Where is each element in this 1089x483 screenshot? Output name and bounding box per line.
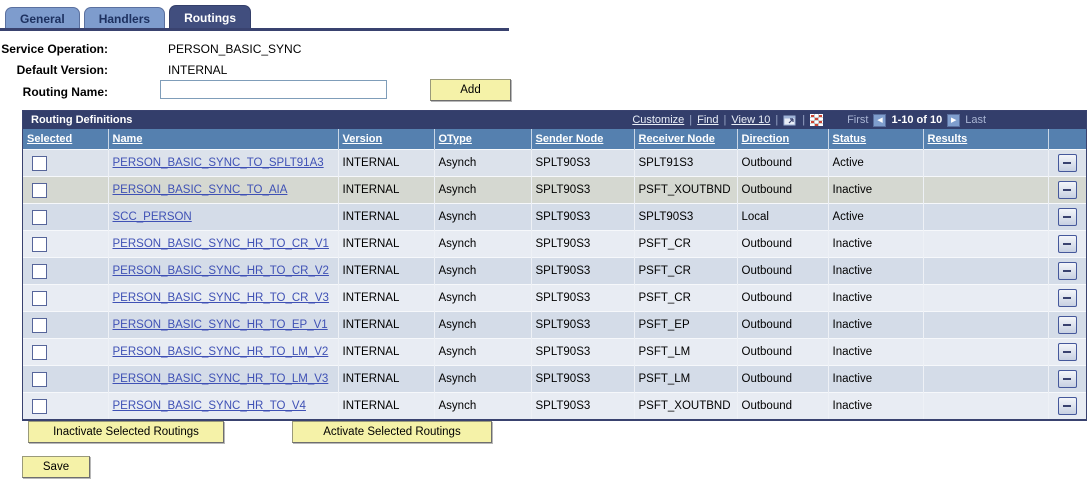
row-select-checkbox[interactable]: [32, 237, 47, 252]
delete-row-button[interactable]: [1058, 235, 1077, 253]
tab-underline: [0, 28, 509, 31]
table-row: [23, 339, 1086, 366]
toolbar-separator: |: [723, 114, 727, 126]
name-cell: [108, 339, 338, 366]
col-receiver-node: [634, 129, 737, 150]
results-cell: [923, 312, 1048, 339]
selected-cell: [23, 204, 108, 231]
find-link[interactable]: Find: [697, 114, 719, 126]
version-cell: INTERNAL: [338, 204, 434, 231]
delete-cell: [1048, 150, 1086, 177]
col-results-sort[interactable]: Results: [927, 133, 968, 145]
name-cell: [108, 204, 338, 231]
results-cell: [923, 366, 1048, 393]
tab-general[interactable]: General: [5, 7, 80, 30]
col-selected: [23, 129, 108, 150]
delete-cell: [1048, 366, 1086, 393]
selected-cell: [23, 339, 108, 366]
col-version: [338, 129, 434, 150]
otype-cell: Asynch: [434, 231, 531, 258]
delete-row-button[interactable]: [1058, 289, 1077, 307]
tab-bar: [5, 5, 251, 30]
toolbar-separator: |: [802, 114, 806, 126]
receiver-node-cell: PSFT_XOUTBND: [634, 177, 737, 204]
minus-icon: [1063, 405, 1071, 407]
row-select-checkbox[interactable]: [32, 291, 47, 306]
sender-node-cell: SPLT90S3: [531, 285, 634, 312]
version-cell: INTERNAL: [338, 258, 434, 285]
status-cell: Inactive: [828, 285, 923, 312]
receiver-node-cell: PSFT_EP: [634, 312, 737, 339]
receiver-node-cell: PSFT_CR: [634, 285, 737, 312]
col-selected-sort[interactable]: Selected: [27, 133, 73, 145]
routing-table-body: [23, 150, 1086, 420]
minus-icon: [1063, 216, 1071, 218]
col-version-sort[interactable]: Version: [342, 133, 383, 145]
selected-cell: [23, 258, 108, 285]
status-cell: Active: [828, 204, 923, 231]
status-cell: Inactive: [828, 231, 923, 258]
row-select-checkbox[interactable]: [32, 318, 47, 333]
sender-node-cell: SPLT90S3: [531, 177, 634, 204]
last-label: Last: [965, 114, 986, 126]
delete-cell: [1048, 339, 1086, 366]
minus-icon: [1063, 324, 1071, 326]
direction-cell: Outbound: [737, 150, 828, 177]
table-row: [23, 285, 1086, 312]
name-cell: [108, 312, 338, 339]
delete-cell: [1048, 177, 1086, 204]
otype-cell: Asynch: [434, 177, 531, 204]
grid-toolbar: [632, 114, 986, 127]
col-direction: [737, 129, 828, 150]
service-operation-label: Service Operation:: [1, 42, 108, 56]
minus-icon: [1063, 189, 1071, 191]
direction-cell: Outbound: [737, 393, 828, 420]
results-cell: [923, 393, 1048, 420]
minus-icon: [1063, 378, 1071, 380]
default-version-value: INTERNAL: [168, 63, 228, 77]
sender-node-cell: SPLT90S3: [531, 231, 634, 258]
table-header-row: [23, 129, 1086, 150]
status-cell: Inactive: [828, 177, 923, 204]
row-select-checkbox[interactable]: [32, 345, 47, 360]
selected-cell: [23, 312, 108, 339]
results-cell: [923, 204, 1048, 231]
toolbar-separator: |: [775, 114, 779, 126]
name-cell: [108, 258, 338, 285]
status-cell: Inactive: [828, 339, 923, 366]
otype-cell: Asynch: [434, 204, 531, 231]
new-window-icon[interactable]: [783, 114, 797, 126]
routing-name-link[interactable]: PERSON_BASIC_SYNC_HR_TO_V4: [112, 400, 306, 412]
results-cell: [923, 150, 1048, 177]
delete-row-button[interactable]: [1058, 262, 1077, 280]
selected-cell: [23, 231, 108, 258]
routing-name-label: Routing Name:: [22, 85, 108, 99]
delete-cell: [1048, 285, 1086, 312]
col-receiver-node-sort[interactable]: Receiver Node: [638, 133, 715, 145]
grid-title: Routing Definitions: [31, 114, 133, 126]
default-version-row: [0, 61, 228, 79]
version-cell: INTERNAL: [338, 177, 434, 204]
sender-node-cell: SPLT90S3: [531, 393, 634, 420]
col-otype: [434, 129, 531, 150]
toolbar-separator: |: [689, 114, 693, 126]
direction-cell: Outbound: [737, 177, 828, 204]
routing-name-link[interactable]: SCC_PERSON: [112, 211, 192, 223]
default-version-label: Default Version:: [16, 63, 108, 77]
routing-name-link[interactable]: PERSON_BASIC_SYNC_HR_TO_CR_V2: [112, 265, 329, 277]
minus-icon: [1063, 243, 1071, 245]
table-row: [23, 366, 1086, 393]
tab-routings[interactable]: Routings: [169, 5, 251, 30]
row-range: 1-10 of 10: [891, 114, 943, 126]
row-select-checkbox[interactable]: [32, 372, 47, 387]
direction-cell: Outbound: [737, 312, 828, 339]
routing-name-link[interactable]: PERSON_BASIC_SYNC_HR_TO_EP_V1: [112, 319, 328, 331]
service-operation-value: PERSON_BASIC_SYNC: [168, 42, 302, 56]
col-sender-node-sort[interactable]: Sender Node: [535, 133, 604, 145]
download-grid-icon[interactable]: [810, 114, 823, 126]
receiver-node-cell: PSFT_XOUTBND: [634, 393, 737, 420]
selected-cell: [23, 177, 108, 204]
results-cell: [923, 177, 1048, 204]
version-cell: INTERNAL: [338, 366, 434, 393]
service-operation-row: [0, 40, 302, 58]
sender-node-cell: SPLT90S3: [531, 339, 634, 366]
results-cell: [923, 258, 1048, 285]
direction-cell: Outbound: [737, 258, 828, 285]
view-10-link[interactable]: View 10: [731, 114, 771, 126]
delete-row-button[interactable]: [1058, 370, 1077, 388]
delete-row-button[interactable]: [1058, 397, 1077, 415]
otype-cell: Asynch: [434, 393, 531, 420]
delete-cell: [1048, 312, 1086, 339]
delete-cell: [1048, 204, 1086, 231]
status-cell: Active: [828, 150, 923, 177]
row-select-checkbox[interactable]: [32, 399, 47, 414]
routing-name-link[interactable]: PERSON_BASIC_SYNC_HR_TO_LM_V2: [112, 346, 329, 358]
otype-cell: Asynch: [434, 285, 531, 312]
name-cell: [108, 150, 338, 177]
minus-icon: [1063, 351, 1071, 353]
name-cell: [108, 393, 338, 420]
col-results: [923, 129, 1048, 150]
tab-handlers[interactable]: Handlers: [84, 7, 165, 30]
add-button[interactable]: Add: [430, 79, 511, 101]
col-status-sort[interactable]: Status: [832, 133, 867, 145]
routing-name-link[interactable]: PERSON_BASIC_SYNC_TO_SPLT91A3: [112, 157, 324, 169]
otype-cell: Asynch: [434, 366, 531, 393]
sender-node-cell: SPLT90S3: [531, 366, 634, 393]
table-row: [23, 204, 1086, 231]
next-page-icon[interactable]: ▶: [947, 114, 960, 127]
routing-definitions-grid: [22, 110, 1087, 421]
table-row: [23, 231, 1086, 258]
name-cell: [108, 177, 338, 204]
status-cell: Inactive: [828, 393, 923, 420]
delete-row-button[interactable]: [1058, 316, 1077, 334]
routing-name-link[interactable]: PERSON_BASIC_SYNC_TO_AIA: [112, 184, 288, 196]
selected-cell: [23, 150, 108, 177]
col-delete: [1048, 129, 1086, 150]
otype-cell: Asynch: [434, 339, 531, 366]
receiver-node-cell: PSFT_LM: [634, 339, 737, 366]
otype-cell: Asynch: [434, 150, 531, 177]
selected-cell: [23, 366, 108, 393]
customize-link[interactable]: Customize: [632, 114, 685, 126]
first-label: First: [847, 114, 869, 126]
row-select-checkbox[interactable]: [32, 183, 47, 198]
save-button[interactable]: Save: [22, 456, 90, 478]
status-cell: Inactive: [828, 366, 923, 393]
sender-node-cell: SPLT90S3: [531, 204, 634, 231]
table-row: [23, 177, 1086, 204]
otype-cell: Asynch: [434, 312, 531, 339]
otype-cell: Asynch: [434, 258, 531, 285]
results-cell: [923, 231, 1048, 258]
sender-node-cell: SPLT90S3: [531, 312, 634, 339]
grid-title-bar: [23, 111, 1086, 129]
routing-table: [23, 129, 1086, 419]
direction-cell: Local: [737, 204, 828, 231]
row-select-checkbox[interactable]: [32, 264, 47, 279]
results-cell: [923, 285, 1048, 312]
version-cell: INTERNAL: [338, 150, 434, 177]
row-select-checkbox[interactable]: [32, 156, 47, 171]
receiver-node-cell: PSFT_LM: [634, 366, 737, 393]
col-direction-sort[interactable]: Direction: [741, 133, 790, 145]
activate-selected-button[interactable]: Activate Selected Routings: [292, 421, 492, 443]
receiver-node-cell: PSFT_CR: [634, 258, 737, 285]
table-row: [23, 312, 1086, 339]
direction-cell: Outbound: [737, 339, 828, 366]
delete-row-button[interactable]: [1058, 343, 1077, 361]
name-cell: [108, 285, 338, 312]
row-select-checkbox[interactable]: [32, 210, 47, 225]
col-otype-sort[interactable]: OType: [438, 133, 472, 145]
minus-icon: [1063, 162, 1071, 164]
routing-name-input[interactable]: [160, 80, 387, 99]
selected-cell: [23, 393, 108, 420]
receiver-node-cell: PSFT_CR: [634, 231, 737, 258]
col-name: [108, 129, 338, 150]
results-cell: [923, 339, 1048, 366]
name-cell: [108, 366, 338, 393]
delete-cell: [1048, 393, 1086, 420]
delete-row-button[interactable]: [1058, 181, 1077, 199]
status-cell: Inactive: [828, 312, 923, 339]
routing-name-link[interactable]: PERSON_BASIC_SYNC_HR_TO_CR_V3: [112, 292, 329, 304]
version-cell: INTERNAL: [338, 285, 434, 312]
col-sender-node: [531, 129, 634, 150]
direction-cell: Outbound: [737, 231, 828, 258]
version-cell: INTERNAL: [338, 231, 434, 258]
direction-cell: Outbound: [737, 285, 828, 312]
sender-node-cell: SPLT90S3: [531, 258, 634, 285]
version-cell: INTERNAL: [338, 339, 434, 366]
selected-cell: [23, 285, 108, 312]
table-row: [23, 150, 1086, 177]
routing-name-link[interactable]: PERSON_BASIC_SYNC_HR_TO_CR_V1: [112, 238, 329, 250]
delete-cell: [1048, 231, 1086, 258]
routing-name-row: [0, 83, 108, 101]
delete-row-button[interactable]: [1058, 154, 1077, 172]
status-cell: Inactive: [828, 258, 923, 285]
col-name-sort[interactable]: Name: [112, 133, 143, 145]
table-row: [23, 258, 1086, 285]
table-row: [23, 393, 1086, 420]
direction-cell: Outbound: [737, 366, 828, 393]
routing-name-link[interactable]: PERSON_BASIC_SYNC_HR_TO_LM_V3: [112, 373, 329, 385]
receiver-node-cell: SPLT90S3: [634, 204, 737, 231]
prev-page-icon[interactable]: ◀: [873, 114, 886, 127]
minus-icon: [1063, 297, 1071, 299]
delete-cell: [1048, 258, 1086, 285]
receiver-node-cell: SPLT91S3: [634, 150, 737, 177]
sender-node-cell: SPLT90S3: [531, 150, 634, 177]
name-cell: [108, 231, 338, 258]
delete-row-button[interactable]: [1058, 208, 1077, 226]
version-cell: INTERNAL: [338, 312, 434, 339]
inactivate-selected-button[interactable]: Inactivate Selected Routings: [28, 421, 224, 443]
version-cell: INTERNAL: [338, 393, 434, 420]
col-status: [828, 129, 923, 150]
minus-icon: [1063, 270, 1071, 272]
